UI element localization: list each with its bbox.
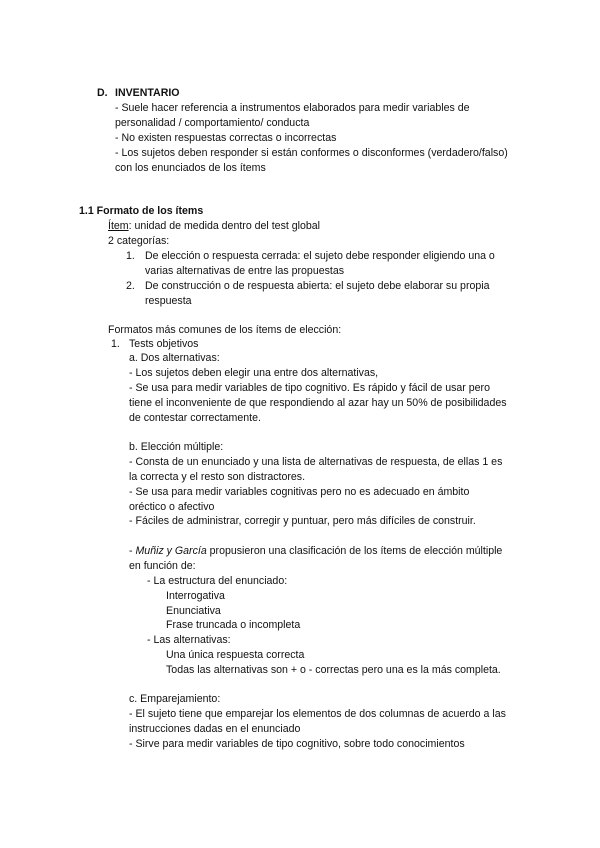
category-line: De construcción o de respuesta abierta: el sujeto debe elaborar su propia [145, 280, 490, 292]
category-line: De elección o respuesta cerrada: el sujeto debe responder eligiendo una o [145, 250, 495, 262]
estructura-label: - La estructura del enunciado: [147, 575, 288, 587]
item-definition-text: : unidad de medida dentro del test global [128, 220, 321, 232]
subsection-b-line: - Consta de un enunciado y una lista de alternativas de respuesta, de ellas 1 es [129, 456, 503, 468]
subsection-b-line: - Fáciles de administrar, corregir y puntuar, pero más difíciles de construir. [129, 515, 476, 527]
subsection-a-title: a. Dos alternativas: [129, 352, 220, 364]
alternativas-item: Una única respuesta correcta [166, 649, 305, 661]
alternativas-label: - Las alternativas: [147, 634, 231, 646]
subsection-a-line: - Se usa para medir variables de tipo cognitivo. Es rápido y fácil de usar pero [129, 382, 490, 394]
section-d-line: - No existen respuestas correctas o incorrectas [115, 132, 337, 144]
item-definition [108, 219, 320, 234]
subsection-b-line: oréctico o afectivo [129, 501, 215, 513]
muniz-line [129, 544, 502, 559]
categories-label: 2 categorías: [108, 235, 170, 247]
section-d-line: - Los sujetos deben responder si están conformes o disconformes (verdadero/falso) [115, 147, 508, 159]
subsection-c-line: - Sirve para medir variables de tipo cognitivo, sobre todo conocimientos [129, 738, 465, 750]
tests-label: Tests objetivos [129, 338, 199, 350]
category-number: 2. [126, 280, 135, 292]
section-d-letter: D. [97, 87, 108, 99]
subsection-a-line: - Los sujetos deben elegir una entre dos alternativas, [129, 367, 379, 379]
section-d-line: personalidad / comportamiento/ conducta [115, 117, 310, 129]
tests-number: 1. [111, 338, 120, 350]
estructura-item: Interrogativa [166, 590, 225, 602]
muniz-rest: propusieron una clasificación de los ítems de elección múltiple [206, 545, 503, 557]
subsection-c-title: c. Emparejamiento: [129, 693, 221, 705]
item-definition-term: Ítem [108, 220, 129, 232]
subsection-b-title: b. Elección múltiple: [129, 441, 224, 453]
muniz-prefix: - [129, 545, 136, 557]
section-d-line: - Suele hacer referencia a instrumentos elaborados para medir variables de [115, 102, 470, 114]
muniz-line-2: en función de: [129, 560, 196, 572]
formats-intro: Formatos más comunes de los ítems de elección: [108, 324, 342, 336]
category-number: 1. [126, 250, 135, 262]
subsection-c-line: instrucciones dadas en el enunciado [129, 723, 301, 735]
estructura-item: Frase truncada o incompleta [166, 619, 301, 631]
section-d-line: con los enunciados de los ítems [115, 162, 266, 174]
section-d-title: INVENTARIO [115, 87, 180, 99]
category-line: respuesta [145, 295, 192, 307]
category-line: varias alternativas de entre las propuestas [145, 265, 345, 277]
muniz-authors: Muñiz y García [135, 545, 207, 557]
subsection-a-line: tiene el inconveniente de que respondiendo al azar hay un 50% de posibilidades [129, 397, 507, 409]
alternativas-item: Todas las alternativas son + o - correctas pero una es la más completa. [166, 664, 501, 676]
subsection-a-line: de contestar correctamente. [129, 412, 261, 424]
section-heading: 1.1 Formato de los ítems [79, 205, 204, 217]
subsection-b-line: la correcta y el resto son distractores. [129, 471, 306, 483]
subsection-b-line: - Se usa para medir variables cognitivas pero no es adecuado en ámbito [129, 486, 470, 498]
estructura-item: Enunciativa [166, 605, 221, 617]
subsection-c-line: - El sujeto tiene que emparejar los elementos de dos columnas de acuerdo a las [129, 708, 506, 720]
